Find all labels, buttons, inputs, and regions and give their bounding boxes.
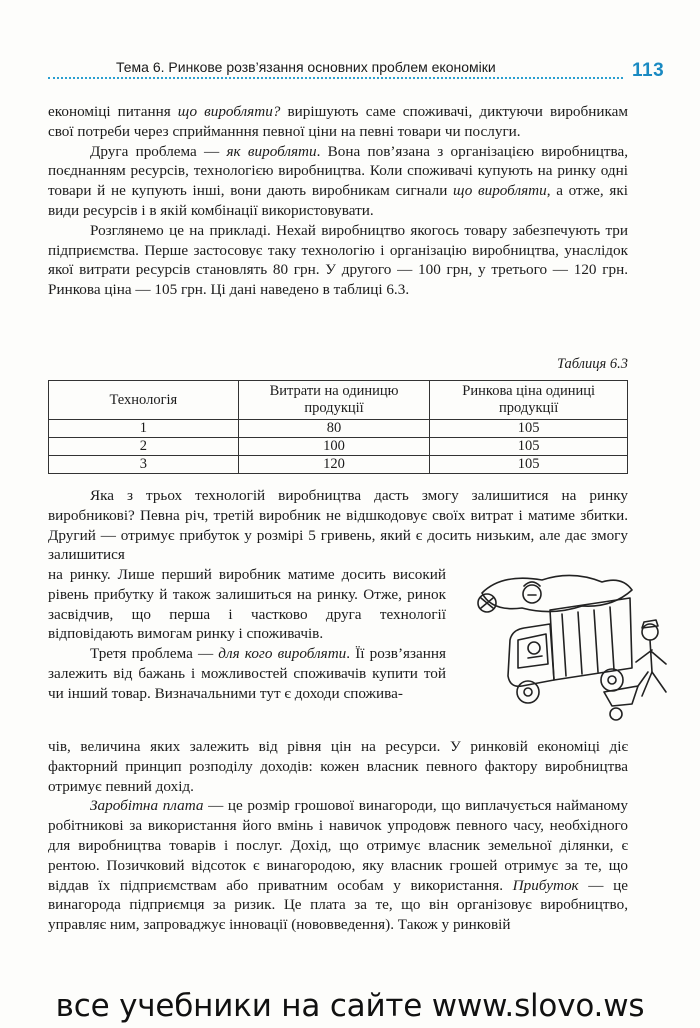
table-caption: Таблиця 6.3 (556, 356, 628, 372)
table-cell: 2 (49, 438, 239, 456)
page-number: 113 (632, 60, 665, 81)
text-block-middle (48, 486, 628, 565)
paragraph-5: Третя проблема — для кого виробляти. Її розв’язання залежить від бажань і можливостей споживачів купити той чи інший товар. Визначальними тут є доходи спожива- (48, 645, 446, 702)
text-block-bottom (48, 737, 628, 935)
table-row (49, 420, 628, 438)
table-cell: 3 (49, 456, 239, 474)
table-cell: 120 (238, 456, 430, 474)
paragraph-4: Яка з трьох технологій виробництва дасть змогу залишитися на ринку виробникові? Певна річ, третій виробник не відшкодовує своїх витрат і матиме збитки. Другий — отримує прибуток у розмірі 5 гривень, який є досить низьким, але дає змогу залишитися (48, 487, 628, 564)
table-row (49, 456, 628, 474)
paragraph-2: Друга проблема — як виробляти. Вона пов’язана з організацією виробництва, поєднанням ресурсів, технологією виробництва. Коли споживачі купують на ринку одні товари й не купують інші, вони дають виробникам сигнали що виробляти, а отже, які види ресурсів і в якій комбінації використовувати. (48, 142, 629, 219)
data-table (48, 380, 628, 474)
table-cell: 105 (430, 420, 628, 438)
table-cell: 1 (49, 420, 239, 438)
delivery-truck-cartoon-icon (462, 568, 688, 728)
chapter-title: Тема 6. Ринкове розв’язання основних проблем економіки (116, 59, 496, 75)
table-row (49, 438, 628, 456)
table-cell: 100 (238, 438, 430, 456)
paragraph-3: Розглянемо це на прикладі. Нехай виробництво якогось товару забезпечують три підприємства. Перше застосовує таку технологію і організацію виробництва, унаслідок якої витрати ресурсів становлять 80 грн. У другого — 100 грн, у третього — 120 грн. Ринкова ціна — 105 грн. Ці дані наведено в таблиці 6.3. (48, 221, 628, 299)
paragraph-1: економіці питання що виробляти? вирішують саме споживачі, диктуючи виробникам свої потреби через сприйманння певної ціни на певні товари чи послуги. (48, 103, 628, 140)
paragraph-4-continued: на ринку. Лише перший виробник матиме досить високий рівень прибутку й також залишиться на ринку. Отже, ринок засвідчив, що перша і частково друга технології відповідають вимогам ринку і споживачів. (48, 566, 446, 643)
footer-banner: все учебники на сайте www.slovo.ws (55, 988, 645, 1024)
paragraph-6: чів, величина яких залежить від рівня цін на ресурси. У ринковій економіці діє факторний принцип розподілу доходів: кожен власник певного фактору виробництва отримує певний дохід. (48, 738, 628, 795)
paragraph-7: Заробітна плата — це розмір грошової винагороди, що виплачується найманому робітникові за використання його вмінь і навичок упродовж певного часу, необхідного для виробництва товарів і послуг. Дохід, що отримує власник земельної ділянки, є рентою. Позичковий відсоток є винагородою, яку власник грошей отримує за те, що віддав їх підприємствам або приватним особам у використання. Прибуток — це винагорода підприємця за ризик. Це плата за те, що він організовує виробництво, управляє ним, запроваджує інновації (нововведення). Також у ринковій (48, 797, 628, 934)
column-header: Витрати на одиницю продукції (238, 381, 430, 420)
table-header-row (49, 381, 628, 420)
text-block-wrap (48, 565, 446, 704)
column-header: Технологія (49, 381, 239, 420)
running-header (48, 57, 678, 91)
column-header: Ринкова ціна одиниці продукції (430, 381, 628, 420)
table-cell: 105 (430, 438, 628, 456)
table-cell: 105 (430, 456, 628, 474)
text-block-top (48, 102, 628, 300)
table-cell: 80 (238, 420, 430, 438)
header-dotted-rule (48, 77, 623, 79)
